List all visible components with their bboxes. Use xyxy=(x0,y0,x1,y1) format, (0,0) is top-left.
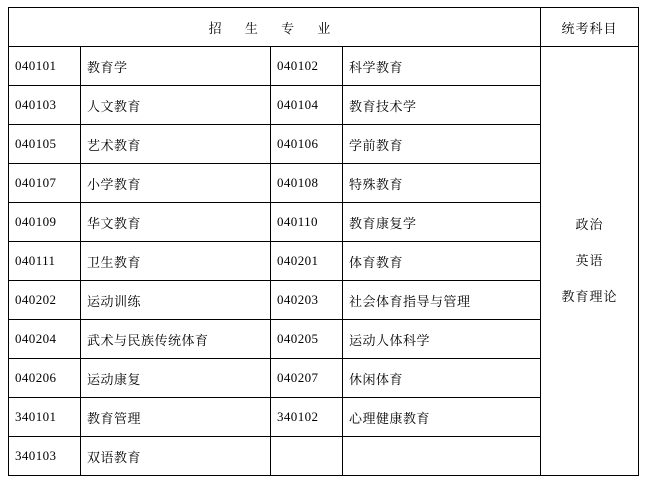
subject-list-cell xyxy=(541,47,639,476)
major-code: 040203 xyxy=(271,281,343,320)
major-code: 040109 xyxy=(9,203,81,242)
major-name: 教育康复学 xyxy=(343,203,541,242)
major-code: 040107 xyxy=(9,164,81,203)
major-code: 340101 xyxy=(9,398,81,437)
major-code: 040102 xyxy=(271,47,343,86)
major-name: 教育学 xyxy=(81,47,271,86)
major-name: 运动训练 xyxy=(81,281,271,320)
major-name: 心理健康教育 xyxy=(343,398,541,437)
header-majors: 招 生 专 业 xyxy=(9,8,541,47)
major-name: 教育管理 xyxy=(81,398,271,437)
major-name: 小学教育 xyxy=(81,164,271,203)
header-subject: 统考科目 xyxy=(541,8,639,47)
major-code-empty xyxy=(271,437,343,476)
subject-stack xyxy=(547,207,632,315)
major-name: 卫生教育 xyxy=(81,242,271,281)
major-name: 华文教育 xyxy=(81,203,271,242)
major-name: 特殊教育 xyxy=(343,164,541,203)
major-name: 运动人体科学 xyxy=(343,320,541,359)
major-name: 人文教育 xyxy=(81,86,271,125)
major-name: 科学教育 xyxy=(343,47,541,86)
major-name: 艺术教育 xyxy=(81,125,271,164)
subject-item: 政治 xyxy=(575,217,604,232)
major-name: 学前教育 xyxy=(343,125,541,164)
major-name: 武术与民族传统体育 xyxy=(81,320,271,359)
major-name-empty xyxy=(343,437,541,476)
table-row xyxy=(9,47,639,86)
table-header-row xyxy=(9,8,639,47)
major-code: 040106 xyxy=(271,125,343,164)
major-code: 040105 xyxy=(9,125,81,164)
major-name: 休闲体育 xyxy=(343,359,541,398)
major-code: 040103 xyxy=(9,86,81,125)
major-name: 体育教育 xyxy=(343,242,541,281)
major-code: 040206 xyxy=(9,359,81,398)
major-code: 040202 xyxy=(9,281,81,320)
major-code: 040111 xyxy=(9,242,81,281)
major-code: 040207 xyxy=(271,359,343,398)
major-code: 040108 xyxy=(271,164,343,203)
major-code: 040205 xyxy=(271,320,343,359)
major-code: 040110 xyxy=(271,203,343,242)
major-code: 040101 xyxy=(9,47,81,86)
major-code: 040201 xyxy=(271,242,343,281)
major-code: 340103 xyxy=(9,437,81,476)
major-code: 040204 xyxy=(9,320,81,359)
major-name: 教育技术学 xyxy=(343,86,541,125)
majors-table xyxy=(8,7,639,476)
major-name: 双语教育 xyxy=(81,437,271,476)
major-name: 运动康复 xyxy=(81,359,271,398)
major-code: 040104 xyxy=(271,86,343,125)
subject-item: 英语 xyxy=(575,253,604,268)
major-code: 340102 xyxy=(271,398,343,437)
subject-item: 教育理论 xyxy=(561,289,618,304)
major-name: 社会体育指导与管理 xyxy=(343,281,541,320)
